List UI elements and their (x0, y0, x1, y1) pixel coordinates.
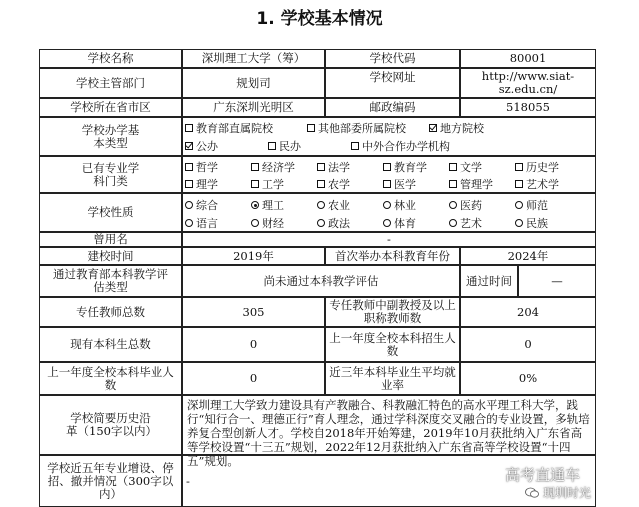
option-label: 历史学 (526, 160, 559, 174)
radio[interactable] (383, 219, 391, 227)
location-label: 学校所在省市区 (39, 98, 182, 117)
option-engineering[interactable] (251, 176, 317, 192)
option-politics-law[interactable] (317, 215, 383, 231)
radio[interactable] (449, 201, 457, 209)
option-philosophy[interactable] (185, 159, 251, 175)
senior-teachers-value: 204 (460, 297, 596, 327)
disciplines-row2 (185, 175, 595, 192)
option-label: 理学 (196, 177, 218, 191)
disciplines-label: 已有专业学科门类 (39, 156, 182, 193)
option-management[interactable] (449, 176, 515, 192)
radio[interactable] (185, 219, 193, 227)
school-info-table (40, 50, 597, 506)
graduates-value: 0 (182, 362, 325, 395)
department-label: 学校主管部门 (39, 68, 182, 98)
option-label: 其他部委所属院校 (318, 122, 406, 135)
option-label: 民办 (279, 140, 301, 153)
watermark-account-name: 现圳时光 (543, 486, 592, 500)
founded-value: 2019年 (182, 247, 325, 265)
option-label: 艺术 (460, 217, 482, 230)
option-label: 体育 (394, 217, 416, 230)
option-label: 经济学 (262, 160, 295, 174)
option-label: 中外合作办学机构 (362, 140, 450, 153)
option-label: 公办 (196, 140, 218, 153)
checkbox[interactable] (515, 180, 523, 188)
option-other-ministry[interactable] (307, 120, 429, 136)
option-label: 医学 (394, 177, 416, 191)
option-language[interactable] (185, 215, 251, 231)
students-label: 现有本科生总数 (39, 327, 182, 362)
checkbox[interactable] (317, 163, 325, 171)
radio[interactable] (251, 219, 259, 227)
option-finance[interactable] (251, 215, 317, 231)
history-label: 学校简要历史沿革（150字以内） (39, 395, 182, 455)
radio[interactable] (515, 201, 523, 209)
evaluation-value: 尚未通过本科教学评估 (182, 265, 460, 297)
option-label: 政法 (328, 217, 350, 230)
option-label: 农学 (328, 177, 350, 191)
pass-time-value: — (518, 265, 596, 297)
website-value: http://www.siat-sz.edu.cn/ (460, 68, 596, 98)
checkbox[interactable] (449, 180, 457, 188)
school-type-row2 (185, 137, 595, 155)
option-economics[interactable] (251, 159, 317, 175)
radio-checked[interactable] (251, 201, 259, 209)
school-code-label: 学校代码 (325, 49, 460, 68)
graduates-label: 上一年度全校本科毕业人数 (39, 362, 182, 395)
zip-value: 518055 (460, 98, 596, 117)
option-label: 工学 (262, 177, 284, 191)
option-education[interactable] (383, 159, 449, 175)
radio[interactable] (449, 219, 457, 227)
option-sports[interactable] (383, 215, 449, 231)
checkbox-checked[interactable] (429, 124, 437, 132)
radio[interactable] (317, 219, 325, 227)
option-label: 林业 (394, 199, 416, 212)
enrollment-value: 0 (460, 327, 596, 362)
wechat-icon (525, 487, 539, 498)
checkbox[interactable] (317, 180, 325, 188)
checkbox[interactable] (251, 180, 259, 188)
option-comprehensive[interactable] (185, 197, 251, 213)
option-label: 文学 (460, 160, 482, 174)
option-label: 哲学 (196, 160, 218, 174)
employment-rate-value: 0% (460, 362, 596, 395)
option-history[interactable] (515, 159, 559, 175)
option-label: 地方院校 (440, 122, 484, 135)
school-name-label: 学校名称 (39, 49, 182, 68)
former-name-value: - (182, 232, 596, 247)
employment-rate-label: 近三年本科毕业生平均就业率 (325, 362, 460, 395)
checkbox[interactable] (185, 124, 193, 132)
changes-value: - (182, 455, 596, 507)
checkbox-checked[interactable] (185, 142, 193, 150)
option-label: 教育部直属院校 (196, 122, 273, 135)
disciplines-row1 (185, 158, 595, 175)
option-sino-foreign[interactable] (351, 138, 450, 154)
checkbox[interactable] (515, 163, 523, 171)
location-value: 广东深圳光明区 (182, 98, 325, 117)
checkbox[interactable] (307, 124, 315, 132)
option-arts[interactable] (515, 176, 559, 192)
pass-time-label: 通过时间 (460, 265, 518, 297)
radio[interactable] (383, 201, 391, 209)
school-type-label: 学校办学基本类型 (39, 117, 182, 156)
checkbox[interactable] (185, 163, 193, 171)
option-art[interactable] (449, 215, 515, 231)
website-label: 学校网址 (325, 68, 460, 98)
option-label: 医药 (460, 199, 482, 212)
option-label: 语言 (196, 217, 218, 230)
option-label: 艺术学 (526, 177, 559, 191)
nature-label: 学校性质 (39, 193, 182, 232)
checkbox[interactable] (351, 142, 359, 150)
teachers-label: 专任教师总数 (39, 297, 182, 327)
option-private[interactable] (268, 138, 351, 154)
option-ethnic[interactable] (515, 215, 548, 231)
option-law[interactable] (317, 159, 383, 175)
option-medicine[interactable] (383, 176, 449, 192)
option-label: 管理学 (460, 177, 493, 191)
first-undergrad-value: 2024年 (460, 247, 596, 265)
checkbox[interactable] (383, 163, 391, 171)
option-local[interactable] (429, 120, 484, 136)
first-undergrad-label: 首次举办本科教育年份 (325, 247, 460, 265)
option-label: 民族 (526, 217, 548, 230)
option-science-engineering[interactable] (251, 197, 317, 213)
zip-label: 邮政编码 (325, 98, 460, 117)
checkbox[interactable] (449, 163, 457, 171)
option-label: 农业 (328, 199, 350, 212)
department-value: 规划司 (182, 68, 325, 98)
checkbox[interactable] (383, 180, 391, 188)
option-label: 教育学 (394, 160, 427, 174)
option-public[interactable] (185, 138, 268, 154)
option-forestry[interactable] (383, 197, 449, 213)
option-moe[interactable] (185, 120, 307, 136)
checkbox[interactable] (251, 163, 259, 171)
teachers-value: 305 (182, 297, 325, 327)
radio[interactable] (317, 201, 325, 209)
nature-row1 (185, 196, 595, 214)
option-agri[interactable] (317, 197, 383, 213)
enrollment-label: 上一年度全校本科招生人数 (325, 327, 460, 362)
page-title: 1. 学校基本情况 (256, 9, 383, 29)
option-label: 综合 (196, 199, 218, 212)
school-name-value: 深圳理工大学（筹） (182, 49, 325, 68)
changes-label: 学校近五年专业增设、停招、撤并情况（300字以内） (39, 455, 182, 507)
school-code-value: 80001 (460, 49, 596, 68)
option-pharma[interactable] (449, 197, 515, 213)
former-name-label: 曾用名 (39, 232, 182, 247)
radio[interactable] (185, 201, 193, 209)
option-science[interactable] (185, 176, 251, 192)
checkbox[interactable] (185, 180, 193, 188)
option-literature[interactable] (449, 159, 515, 175)
senior-teachers-label: 专任教师中副教授及以上职称教师数 (325, 297, 460, 327)
option-label: 法学 (328, 160, 350, 174)
option-label: 财经 (262, 217, 284, 230)
founded-label: 建校时间 (39, 247, 182, 265)
nature-row2 (185, 214, 595, 232)
checkbox[interactable] (268, 142, 276, 150)
students-value: 0 (182, 327, 325, 362)
option-normal[interactable] (515, 197, 548, 213)
watermark-title: 高考直通车 (505, 466, 581, 484)
option-label: 师范 (526, 199, 548, 212)
school-type-row1 (185, 119, 595, 137)
option-label: 理工 (262, 199, 284, 212)
option-agriculture[interactable] (317, 176, 383, 192)
watermark-account (525, 484, 591, 501)
history-text: 深圳理工大学致力建设具有产教融合、科教融汇特色的高水平理工科大学，践行“知行合一、理德正行”育人理念，通过学科深度交叉融合的专业设置，多轨培养复合型创新人才。学校自2018年开始筹建，2019年10月获批纳入广东省高等学校设置“十三五”规划，2022年12月获批纳入广东省高等学校设置“十四五”规划。 (182, 395, 596, 455)
evaluation-label: 通过教育部本科教学评估类型 (39, 265, 182, 297)
radio[interactable] (515, 219, 523, 227)
